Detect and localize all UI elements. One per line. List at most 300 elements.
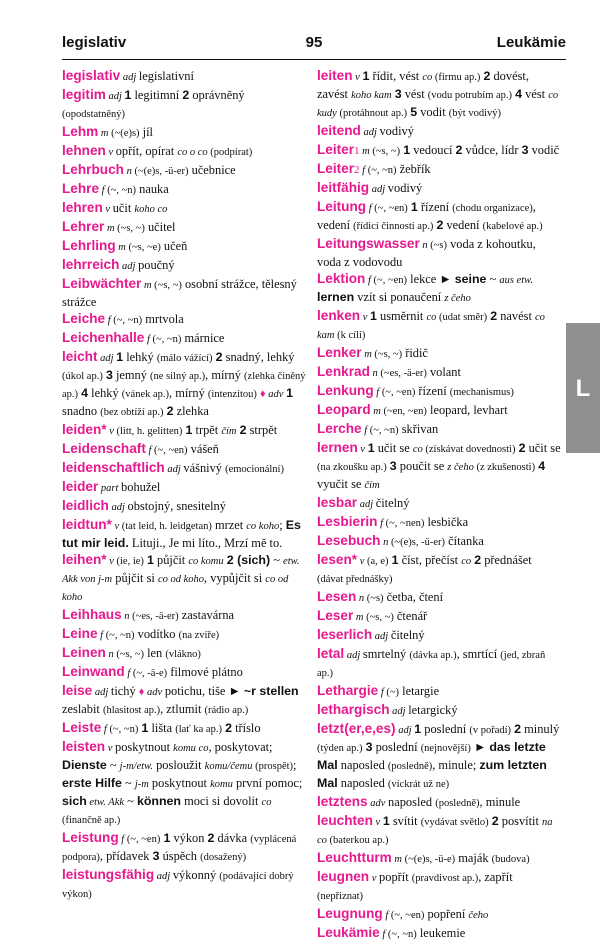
translation-text: mrtvola [142, 312, 184, 326]
sense-number: 1 [116, 350, 124, 364]
dictionary-entry [317, 236, 561, 270]
dictionary-entry [62, 257, 306, 275]
translation-text: vodítko [134, 627, 179, 641]
gloss-note: (~, ~en) [390, 910, 425, 921]
dictionary-entry [317, 308, 561, 344]
translation-text: legislativní [138, 69, 194, 83]
translation-text: vést [522, 87, 549, 101]
headword: Lethargie [317, 683, 379, 698]
grammar-label: n [121, 611, 133, 622]
grammar-label: f [373, 387, 382, 398]
gloss-note: (~, ~n) [369, 425, 399, 436]
gloss-note: (podpírat) [207, 147, 253, 158]
gloss-note: (na zkoušku ap.) [317, 462, 387, 473]
header-last-entry: Leukämie [496, 34, 566, 51]
dictionary-entry [317, 514, 561, 532]
sense-number: 1 [185, 423, 193, 437]
translation-text: zlehka [173, 404, 209, 418]
translation-text: naposled [337, 776, 388, 790]
usage-note: čím [364, 480, 380, 491]
gloss-note: (ie, ie) [116, 556, 144, 567]
dictionary-entry [317, 161, 561, 179]
translation-text: výkonný [172, 868, 220, 882]
gloss-note: (dávat přednášky) [317, 574, 393, 585]
gloss-note: (prospět) [252, 761, 294, 772]
translation-text: první pomoc; [232, 776, 303, 790]
gloss-note: (bez obtíží ap.) [100, 407, 164, 418]
grammar-label: v [360, 312, 370, 323]
translation-text: lesbička [424, 515, 469, 529]
translation-text: vést [401, 87, 428, 101]
headword: Lektion [317, 271, 366, 286]
headword: lehren [62, 200, 103, 215]
gloss-note: (lať ka ap.) [175, 724, 222, 735]
gloss-note: (hlasitost ap.) [102, 705, 161, 716]
translation-text: čítanka [445, 534, 484, 548]
sense-number: 4 [515, 87, 523, 101]
usage-note: koho kam [351, 90, 392, 101]
phrase: seine [454, 272, 487, 286]
translation-text: ► [470, 740, 490, 754]
grammar-label: m [361, 349, 375, 360]
headword: leidenschaftlich [62, 460, 165, 475]
gloss-note: (kabelové ap.) [482, 221, 543, 232]
grammar-label: adj [395, 725, 415, 736]
dictionary-entry [317, 608, 561, 626]
gloss-note: (~s, ~) [366, 612, 394, 623]
translation-text: posloužit [153, 758, 205, 772]
headword: Leiche [62, 311, 106, 326]
headword: leiden* [62, 422, 107, 437]
translation-text: svítit [389, 814, 421, 828]
headword: Lehm [62, 124, 99, 139]
sense-number: 2 [207, 831, 215, 845]
translation-text: čitelný [375, 496, 410, 510]
translation-text: řízení [415, 384, 450, 398]
headword: legislativ [62, 68, 121, 83]
sense-number: 5 [410, 105, 418, 119]
grammar-label: v [352, 72, 363, 83]
gloss-note: (~, ~en) [126, 834, 161, 845]
translation-text: poučit se [396, 459, 448, 473]
headword: leitfähig [317, 180, 370, 195]
translation-text: vášeň [187, 442, 219, 456]
translation-text: len [144, 646, 166, 660]
translation-text: poslední [421, 722, 470, 736]
grammar-label: n [123, 166, 135, 177]
dictionary-entry [62, 664, 306, 682]
translation-text: osobní strážce, tělesný strážce [62, 277, 297, 309]
translation-text: , smrtící [456, 647, 501, 661]
gloss-note: (~, ~n) [152, 334, 182, 345]
grammar-label: v [357, 556, 367, 567]
dictionary-entry [317, 850, 561, 868]
translation-text: dávka [214, 831, 251, 845]
translation-text: učit se [374, 441, 413, 455]
translation-text: skřivan [398, 422, 439, 436]
grammar-label: adj [97, 353, 117, 364]
gloss-note: (tat leid, h. leidgetan) [121, 521, 212, 532]
dictionary-entry [62, 200, 306, 218]
usage-note: etw. Akk von j-m [62, 556, 300, 585]
translation-text: , minule [479, 795, 521, 809]
sense-number: 4 [538, 459, 546, 473]
gloss-note: (~, ~n) [113, 315, 143, 326]
gloss-note: (~, ~n) [107, 185, 137, 196]
headword: leugnen [317, 869, 370, 884]
gloss-note: (~s, ~e) [128, 242, 161, 253]
gloss-note: (~s) [430, 240, 448, 251]
translation-text: čtenář [393, 609, 428, 623]
translation-text: učit se [525, 441, 561, 455]
translation-text: strpět [246, 423, 278, 437]
headword: Leihhaus [62, 607, 122, 622]
dictionary-entry [317, 683, 561, 701]
translation-text: vodit [417, 105, 449, 119]
translation-text: obstojný, snesitelný [127, 499, 226, 513]
gloss-note: (~) [386, 687, 400, 698]
headword: leicht [62, 349, 98, 364]
grammar-label: adj [164, 464, 184, 475]
gloss-note: (vánek ap.) [121, 389, 170, 400]
dictionary-entry [317, 721, 561, 793]
grammar-label: adv [265, 389, 287, 400]
headword: Leiter [317, 142, 355, 157]
translation-text: učit [112, 201, 135, 215]
gloss-note: (a, e) [366, 556, 389, 567]
dictionary-entry [62, 441, 306, 459]
gloss-note: (~(e)s) [111, 128, 140, 139]
gloss-note: (~s) [366, 593, 384, 604]
dictionary-entry [317, 906, 561, 924]
gloss-note: (vlákno) [165, 649, 201, 660]
dictionary-entry [317, 345, 561, 363]
dictionary-entry [317, 925, 561, 943]
gloss-note: (posledně) [387, 761, 433, 772]
translation-text: snadný, lehký [222, 350, 295, 364]
translation-text: navést [497, 309, 535, 323]
translation-text: , mírný [169, 386, 208, 400]
dictionary-entry [317, 142, 561, 160]
dictionary-entry [62, 311, 306, 329]
headword: leuchten [317, 813, 373, 828]
translation-text: potichu, tiše [164, 684, 229, 698]
translation-text: učebnice [188, 163, 236, 177]
grammar-label: m [391, 854, 405, 865]
grammar-label: v [372, 817, 383, 828]
grammar-label: v [105, 743, 115, 754]
translation-text: poučný [138, 258, 175, 272]
grammar-label: v [111, 521, 122, 532]
grammar-label: v [369, 873, 380, 884]
translation-text: učitel [144, 220, 176, 234]
header-first-entry: legislativ [62, 34, 127, 51]
sense-number: 3 [152, 849, 160, 863]
grammar-label: v [105, 147, 116, 158]
dictionary-entry [317, 627, 561, 645]
dictionary-entry [317, 180, 561, 198]
gloss-note: (protáhnout ap.) [336, 108, 408, 119]
grammar-label: f [101, 724, 110, 735]
grammar-label: f [377, 518, 386, 529]
phrase: können [136, 794, 181, 808]
grammar-label: adj [154, 871, 173, 882]
dictionary-entry [317, 440, 561, 494]
translation-text: půjčit [153, 553, 189, 567]
usage-note: co o co [177, 147, 208, 158]
usage-note: z čeho [444, 293, 471, 304]
translation-text: , přídavek [99, 849, 153, 863]
gloss-note: (víckrát už ne) [387, 779, 450, 790]
translation-text: vyučit se [317, 477, 365, 491]
gloss-note: (pravdivost ap.) [411, 873, 479, 884]
gloss-note: (~, ~en) [374, 203, 408, 214]
headword: Leichenhalle [62, 330, 145, 345]
letter-tab-label: L [575, 375, 591, 402]
translation-text: nauka [136, 182, 169, 196]
dictionary-entry [62, 87, 306, 123]
translation-text: popření [424, 907, 469, 921]
usage-note: na co [317, 817, 553, 846]
translation-text: , mírný [205, 368, 245, 382]
translation-text: ~ [486, 272, 500, 286]
usage-note: co [426, 312, 437, 323]
usage-note: komu co [173, 743, 209, 754]
headword: Leukämie [317, 925, 380, 940]
dictionary-entry [62, 143, 306, 161]
translation-text: ~ [270, 553, 284, 567]
usage-note: co komu [188, 556, 224, 567]
grammar-label: part [98, 483, 122, 494]
phrase: erste Hilfe [62, 776, 122, 790]
dictionary-entry [62, 645, 306, 663]
grammar-label: adv [367, 798, 389, 809]
usage-note: j-m [134, 779, 149, 790]
gloss-note: (~, ~en) [154, 445, 188, 456]
sense-number: 1 [286, 386, 293, 400]
translation-text: zeslabit [62, 702, 103, 716]
sense-number: 3 [521, 143, 529, 157]
translation-text: vodivý [379, 124, 414, 138]
headword: Leiste [62, 720, 102, 735]
headword: Lehrling [62, 238, 116, 253]
dictionary-entry [317, 869, 561, 905]
gloss-note: (~(e)s, -ü-e) [404, 854, 456, 865]
headword: Leine [62, 626, 98, 641]
translation-text: leopard, levhart [426, 403, 508, 417]
translation-text: vodič [528, 143, 560, 157]
sense-number: 2 [483, 69, 491, 83]
usage-note: čím [221, 426, 237, 437]
grammar-label: m [98, 128, 112, 139]
sense-number: 3 [365, 740, 373, 754]
translation-text: ; [293, 758, 297, 772]
usage-note: co kam [317, 312, 545, 341]
headword: Lerche [317, 421, 362, 436]
translation-text: mrzet [211, 518, 247, 532]
usage-note: komu/čemu [204, 761, 253, 772]
gloss-note: (týden ap.) [317, 743, 363, 754]
translation-text: , zapřít [478, 870, 513, 884]
grammar-label: m [104, 223, 118, 234]
translation-text: , poskytovat; [208, 740, 273, 754]
headword: Leibwächter [62, 276, 142, 291]
dictionary-entry [317, 199, 561, 235]
translation-text: naposled [337, 758, 388, 772]
sense-number: 2 [239, 423, 247, 437]
dictionary-entry [62, 349, 306, 421]
gloss-note: (~s, ~) [372, 146, 401, 157]
dictionary-entry [62, 626, 306, 644]
headword: lehrreich [62, 257, 120, 272]
translation-text: smrtelný [362, 647, 410, 661]
dictionary-columns [62, 68, 566, 940]
grammar-label: f [144, 334, 153, 345]
translation-text: maják [455, 851, 492, 865]
grammar-label: n [380, 537, 391, 548]
dictionary-entry [317, 589, 561, 607]
sense-number: 2 [225, 721, 232, 735]
headword: Leinwand [62, 664, 125, 679]
grammar-label: m [115, 242, 129, 253]
sense-number: 1 [141, 721, 149, 735]
dictionary-entry [62, 479, 306, 497]
grammar-label: v [106, 556, 117, 567]
dictionary-entry [62, 422, 306, 440]
headword: leitend [317, 123, 361, 138]
headword: lernen [317, 440, 358, 455]
grammar-label: n [369, 368, 381, 379]
gloss-note: (~(e)s, -ü-er) [390, 537, 446, 548]
gloss-note: (chodu organizace) [452, 203, 533, 214]
sense-number: 1 [382, 814, 390, 828]
sense-number: 3 [394, 87, 402, 101]
headword: Leitung [317, 199, 367, 214]
headword: lethargisch [317, 702, 390, 717]
sense-number: 2 [166, 404, 174, 418]
translation-text: vodivý [387, 181, 423, 195]
gloss-note: (~, ~n) [105, 630, 135, 641]
dictionary-entry [317, 533, 561, 551]
gloss-note: (opodstatněný) [62, 109, 125, 120]
sense-number: 4 [81, 386, 89, 400]
usage-note: j-m/etw. [119, 761, 154, 772]
gloss-note: (v pořadí) [469, 725, 512, 736]
header-rule [62, 59, 566, 60]
usage-note: co [461, 556, 472, 567]
gloss-note: (z zkušenosti) [473, 462, 536, 473]
grammar-label: adv [144, 687, 165, 698]
gloss-note: (rádio ap.) [204, 705, 249, 716]
gloss-note: (intenzitou) [207, 389, 257, 400]
translation-text: ~ [106, 758, 120, 772]
page-number: 95 [305, 34, 323, 51]
gloss-note: (ne silný ap.) [150, 371, 206, 382]
sense-number: 2 [182, 88, 190, 102]
dictionary-entry [317, 495, 561, 513]
translation-text: poslední [372, 740, 421, 754]
dictionary-entry [62, 330, 306, 348]
sense-number: 2 [491, 814, 499, 828]
dictionary-entry [317, 383, 561, 401]
dictionary-entry [62, 720, 306, 738]
sense-number: 3 [389, 459, 397, 473]
translation-text: , minule; [432, 758, 480, 772]
headword: leider [62, 479, 99, 494]
grammar-label: adj [92, 687, 111, 698]
dictionary-entry [62, 498, 306, 516]
translation-text: lekce ► [407, 272, 455, 286]
gloss-note: (~(e)s, -ü-er) [134, 166, 189, 177]
sense-number: 2 [474, 553, 482, 567]
translation-text: vášnivý [183, 461, 226, 475]
headword: leiten [317, 68, 353, 83]
gloss-note: (úkol ap.) [62, 371, 103, 382]
gloss-note: (litt, h. gelitten) [116, 426, 183, 437]
phrase: zum letzten Mal [317, 758, 547, 790]
sense-number: 1 [124, 88, 132, 102]
gloss-note: (řídicí činnosti ap.) [353, 221, 434, 232]
translation-text: ; [279, 518, 286, 532]
dictionary-entry [62, 867, 306, 903]
translation-text: , vedení [317, 200, 536, 232]
translation-text: moci si dovolit [181, 794, 262, 808]
translation-text: žebřík [396, 162, 431, 176]
headword: Leiter [317, 161, 355, 176]
gloss-note: (posledně) [435, 798, 480, 809]
gloss-note: (~s, ~) [116, 649, 145, 660]
sense-number: 1 [410, 200, 418, 214]
grammar-label: adj [357, 499, 376, 510]
translation-text: tichý [110, 684, 139, 698]
usage-note: co kudy [317, 90, 559, 119]
usage-note: etw. Akk [86, 797, 125, 808]
headword: Leitungswasser [317, 236, 420, 251]
sense-number: 1 [367, 441, 375, 455]
translation-text: usměrnit [376, 309, 427, 323]
translation-text: lišta [148, 721, 176, 735]
dictionary-entry [62, 162, 306, 180]
usage-note: aus etw. [499, 275, 533, 286]
grammar-label: f [366, 203, 375, 214]
headword: leidtun* [62, 517, 112, 532]
headword: letal [317, 646, 345, 661]
headword: letztens [317, 794, 368, 809]
headword: leise [62, 683, 93, 698]
dictionary-entry [317, 552, 561, 588]
sense-number: 2 [518, 441, 526, 455]
sense-number: 1 [147, 553, 154, 567]
dictionary-entry [62, 460, 306, 478]
gloss-note: (~s, ~) [374, 349, 403, 360]
translation-text: volant [426, 365, 461, 379]
sense-number: 1 [391, 553, 399, 567]
gloss-note: (~s, ~) [154, 280, 182, 291]
gloss-note: (emocionální) [225, 464, 284, 475]
marker-symbol: ♦ [260, 388, 266, 400]
headword: Lenkrad [317, 364, 370, 379]
grammar-label: adj [360, 127, 380, 138]
translation-text: ~ [124, 794, 137, 808]
translation-text: přednášet [481, 553, 532, 567]
grammar-label: f [105, 315, 114, 326]
usage-note: čeho [468, 910, 489, 921]
translation-text: , vypůjčit si [204, 571, 266, 585]
headword: lesen* [317, 552, 358, 567]
dictionary-entry [317, 271, 561, 307]
headword: Lehrer [62, 219, 105, 234]
translation-text: letargie [399, 684, 440, 698]
